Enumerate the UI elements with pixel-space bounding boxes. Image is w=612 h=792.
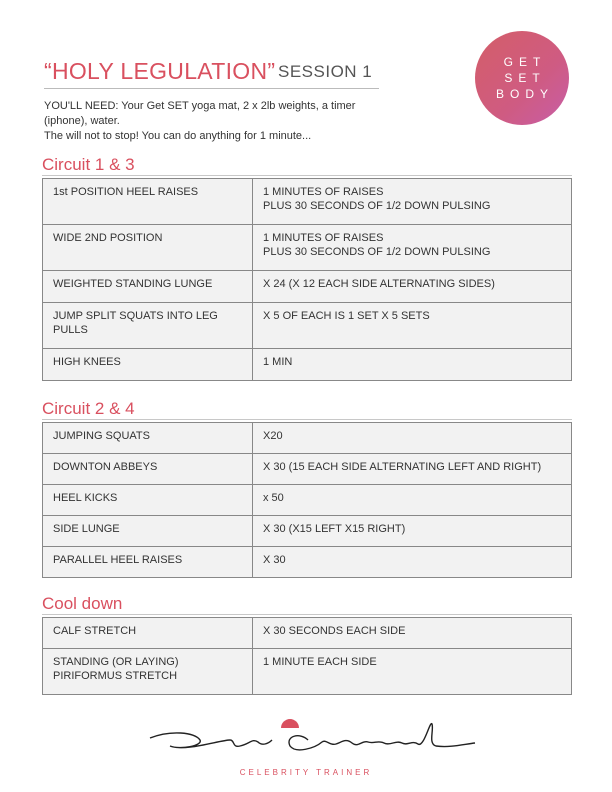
page-title: “HOLY LEGULATION”: [44, 58, 276, 84]
detail-cell: x 50: [253, 485, 572, 516]
circuit-1-3-table: [42, 178, 572, 381]
detail-cell: 1 MIN: [253, 349, 572, 381]
detail-line: 1 MINUTES OF RAISES: [263, 232, 384, 244]
table-row: [43, 423, 572, 454]
circuit-2-4-divider: [42, 419, 572, 420]
detail-cell: [253, 179, 572, 225]
circuit-2-4-table: [42, 422, 572, 578]
exercise-cell: SIDE LUNGE: [43, 516, 253, 547]
detail-cell: X 24 (X 12 EACH SIDE ALTERNATING SIDES): [253, 271, 572, 303]
table-row: [43, 516, 572, 547]
trainer-subtitle: CELEBRITY TRAINER: [239, 768, 373, 777]
exercise-cell: DOWNTON ABBEYS: [43, 454, 253, 485]
detail-line: PLUS 30 SECONDS OF 1/2 DOWN PULSING: [263, 200, 491, 212]
detail-cell: X 30: [253, 547, 572, 578]
exercise-cell: [43, 649, 253, 695]
detail-cell: X 30 SECONDS EACH SIDE: [253, 618, 572, 649]
sunrise-emblem: [281, 719, 299, 728]
exercise-cell: HEEL KICKS: [43, 485, 253, 516]
exercise-cell: WEIGHTED STANDING LUNGE: [43, 271, 253, 303]
session-label: SESSION 1: [278, 62, 373, 81]
exercise-cell: 1st POSITION HEEL RAISES: [43, 179, 253, 225]
signature-logo: [140, 710, 480, 762]
table-row: [43, 225, 572, 271]
table-row: [43, 303, 572, 349]
title-divider: [44, 88, 379, 89]
exercise-line: STANDING (OR LAYING): [53, 656, 179, 668]
circuit-1-3-divider: [42, 175, 572, 176]
logo-line-body: BODY: [495, 87, 554, 101]
table-row: [43, 349, 572, 381]
circuit-1-3-title: Circuit 1 & 3: [42, 155, 135, 174]
detail-cell: X 5 OF EACH IS 1 SET X 5 SETS: [253, 303, 572, 349]
logo-line-set: SET: [504, 71, 546, 85]
circuit-2-4-title: Circuit 2 & 4: [42, 399, 135, 418]
logo-line-get: GET: [503, 55, 547, 69]
exercise-cell: JUMPING SQUATS: [43, 423, 253, 454]
detail-line: PLUS 30 SECONDS OF 1/2 DOWN PULSING: [263, 246, 491, 258]
needs-line: YOU'LL NEED: Your Get SET yoga mat, 2 x 2lb weights, a timer (iphone), water.: [44, 100, 356, 127]
exercise-line: PULLS: [53, 324, 88, 336]
detail-cell: 1 MINUTE EACH SIDE: [253, 649, 572, 695]
exercise-cell: [43, 303, 253, 349]
detail-cell: X 30 (X15 LEFT X15 RIGHT): [253, 516, 572, 547]
table-row: [43, 179, 572, 225]
table-row: [43, 271, 572, 303]
signature-stroke: [150, 733, 272, 748]
signature-stroke: [289, 724, 475, 750]
cool-down-title: Cool down: [42, 594, 123, 613]
exercise-line: JUMP SPLIT SQUATS INTO LEG: [53, 310, 218, 322]
table-row: [43, 618, 572, 649]
table-row: [43, 485, 572, 516]
exercise-cell: PARALLEL HEEL RAISES: [43, 547, 253, 578]
cool-down-divider: [42, 614, 572, 615]
motivation-line: The will not to stop! You can do anything for 1 minute...: [44, 130, 312, 142]
exercise-cell: CALF STRETCH: [43, 618, 253, 649]
cool-down-table: [42, 617, 572, 695]
exercise-cell: HIGH KNEES: [43, 349, 253, 381]
equipment-needs: [44, 99, 374, 144]
detail-cell: [253, 225, 572, 271]
detail-line: 1 MINUTES OF RAISES: [263, 186, 384, 198]
detail-cell: X20: [253, 423, 572, 454]
exercise-line: PIRIFORMUS STRETCH: [53, 670, 178, 682]
table-row: [43, 454, 572, 485]
table-row: [43, 547, 572, 578]
detail-cell: X 30 (15 EACH SIDE ALTERNATING LEFT AND RIGHT): [253, 454, 572, 485]
exercise-cell: WIDE 2ND POSITION: [43, 225, 253, 271]
table-row: [43, 649, 572, 695]
get-set-body-logo: [475, 31, 569, 125]
